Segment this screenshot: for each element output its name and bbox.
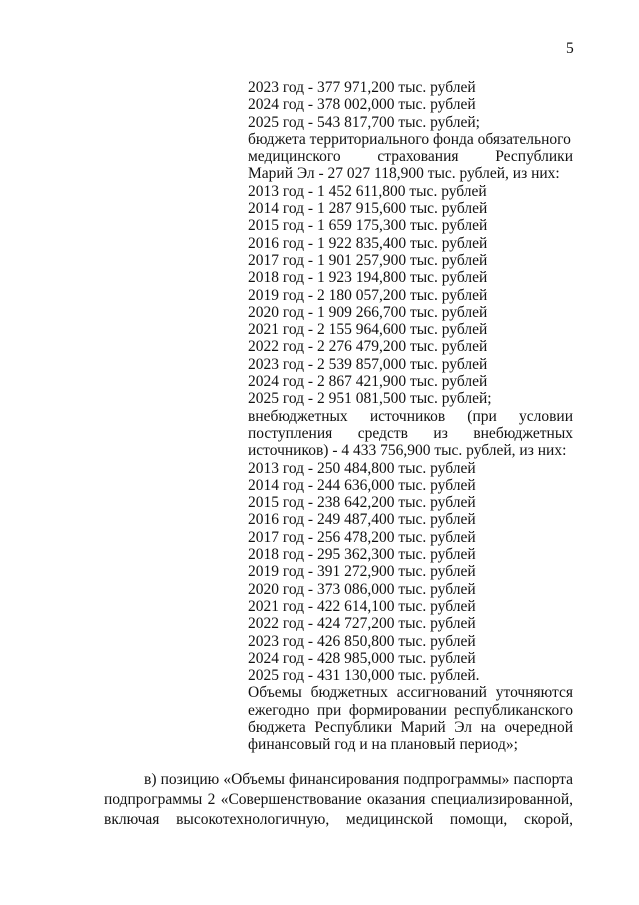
text-line: поступления средств из внебюджетных [248,424,573,442]
text-line: 2017 год - 256 478,200 тыс. рублей [248,528,476,546]
body-paragraph [104,770,573,830]
text-line: 2015 год - 1 659 175,300 тыс. рублей [248,217,488,235]
text-line: 2013 год - 250 484,800 тыс. рублей [248,459,476,477]
text-line: 2025 год - 543 817,700 тыс. рублей; [248,113,480,131]
paragraph-line: включая высокотехнологичную, медицинской помощи, скорой, [104,811,573,828]
text-line: 2016 год - 249 487,400 тыс. рублей [248,511,476,529]
text-line: 2021 год - 2 155 964,600 тыс. рублей [248,321,488,339]
text-line: 2023 год - 2 539 857,000 тыс. рублей [248,355,488,373]
text-line: 2025 год - 431 130,000 тыс. рублей. [248,667,480,685]
text-line: 2024 год - 2 867 421,900 тыс. рублей [248,373,488,391]
text-line: 2022 год - 2 276 479,200 тыс. рублей [248,338,488,356]
text-line: 2022 год - 424 727,200 тыс. рублей [248,615,476,633]
text-line: 2013 год - 1 452 611,800 тыс. рублей [248,182,487,200]
text-line: 2019 год - 2 180 057,200 тыс. рублей [248,286,488,304]
page-number: 5 [566,40,574,57]
text-line: 2025 год - 2 951 081,500 тыс. рублей; [248,390,492,408]
text-line: 2014 год - 1 287 915,600 тыс. рублей [248,200,488,218]
text-line: медицинского страхования Республики [248,148,573,166]
passport-column [248,79,573,754]
paragraph-line: подпрограммы 2 «Совершенствование оказания специализированной, [104,791,573,808]
text-line: 2019 год - 391 272,900 тыс. рублей [248,563,476,581]
text-line: Марий Эл - 27 027 118,900 тыс. рублей, из них: [248,165,560,183]
text-line: 2021 год - 422 614,100 тыс. рублей [248,597,476,615]
text-line: 2018 год - 1 923 194,800 тыс. рублей [248,269,488,287]
text-line: 2024 год - 378 002,000 тыс. рублей [248,96,476,114]
text-line: бюджета Республики Марий Эл на очередной [248,718,573,736]
text-line: ежегодно при формировании республиканского [248,701,573,719]
text-line: 2024 год - 428 985,000 тыс. рублей [248,649,476,667]
paragraph-line: в) позицию «Объемы финансирования подпрограммы» паспорта [144,771,573,788]
text-line: финансовый год и на плановый период»; [248,736,518,754]
text-line: источников) - 4 433 756,900 тыс. рублей, из них: [248,442,567,460]
text-line: 2015 год - 238 642,200 тыс. рублей [248,494,476,512]
text-line: 2023 год - 377 971,200 тыс. рублей [248,79,476,96]
text-line: 2014 год - 244 636,000 тыс. рублей [248,476,476,494]
text-line: 2017 год - 1 901 257,900 тыс. рублей [248,251,488,269]
text-line: внебюджетных источников (при условии [248,407,573,425]
text-line: 2023 год - 426 850,800 тыс. рублей [248,632,476,650]
text-line: 2016 год - 1 922 835,400 тыс. рублей [248,234,488,252]
text-line: 2018 год - 295 362,300 тыс. рублей [248,546,476,564]
text-line: 2020 год - 373 086,000 тыс. рублей [248,580,476,598]
text-line: бюджета территориального фонда обязательного [248,130,571,148]
text-line: Объемы бюджетных ассигнований уточняются [248,684,573,702]
text-line: 2020 год - 1 909 266,700 тыс. рублей [248,303,488,321]
